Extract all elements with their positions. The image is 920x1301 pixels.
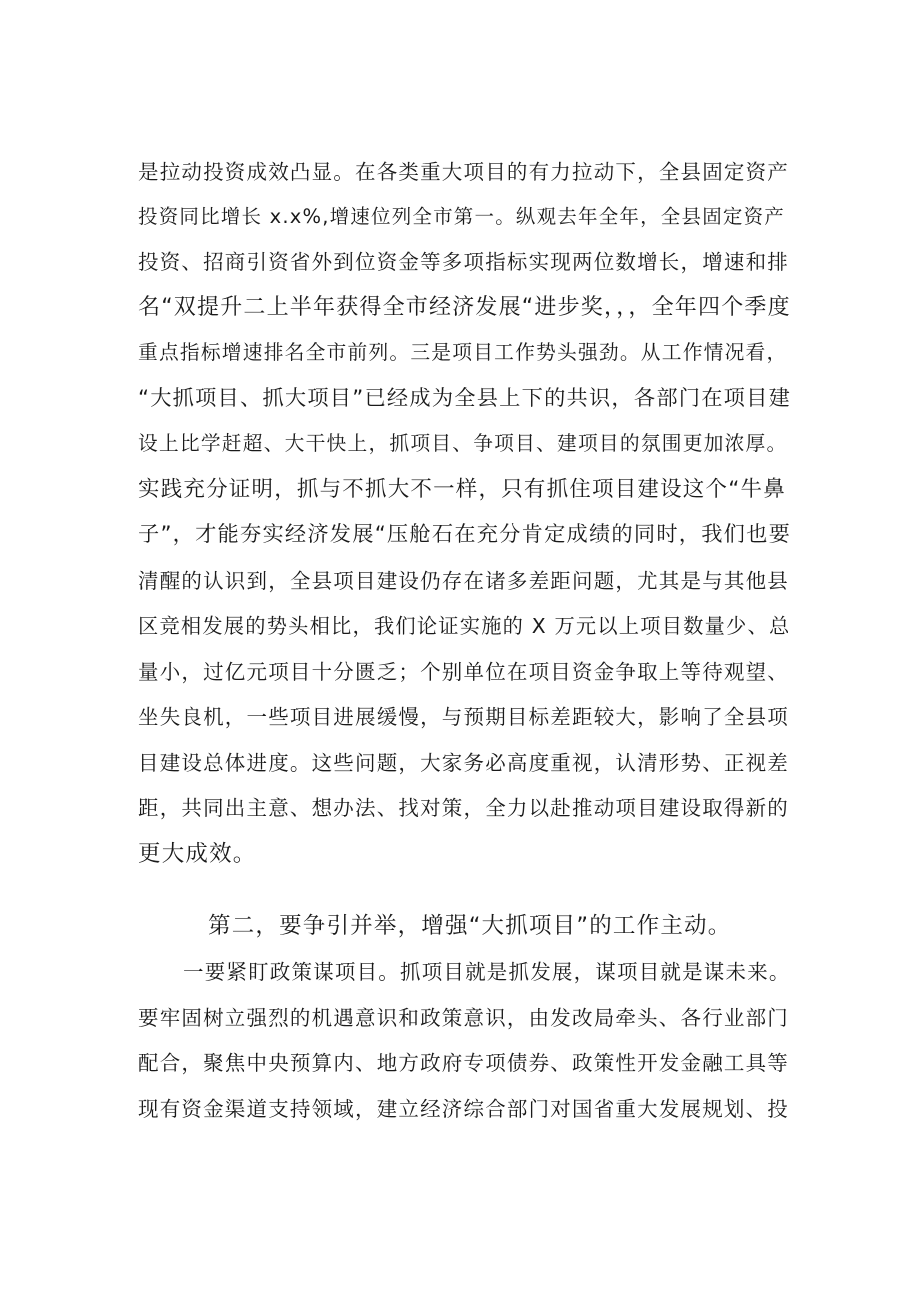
text-line: 一要紧盯政策谋项目。抓项目就是抓发展，谋项目就是谋未来。 — [183, 960, 791, 984]
text-line: 投资、招商引资省外到位资金等多项指标实现两位数增长，增速和排 — [138, 250, 789, 274]
text-line: 设上比学赶超、大干快上，抓项目、争项目、建项目的氛围更加浓厚。 — [138, 432, 788, 455]
text-line: 更大成效。 — [138, 841, 257, 867]
text-line: 实践充分证明，抓与不抓大不一样，只有抓住项目建设这个“牛鼻 — [138, 477, 786, 502]
text-line: 是拉动投资成效凸显。在各类重大项目的有力拉动下，全县固定资产 — [138, 160, 789, 184]
text-line: 坐失良机，一些项目进展缓慢，与预期目标差距较大，影响了全县项 — [138, 705, 789, 729]
text-line: 目建设总体进度。这些问题，大家务必高度重视，认清形势、正视差 — [138, 751, 789, 775]
text-line: “大抓项目、抓大项目”已经成为全县上下的共识，各部门在项目建 — [138, 386, 792, 411]
text-line: 重点指标增速排名全市前列。三是项目工作势头强劲。从工作情况看， — [138, 341, 788, 364]
text-line: 量小，过亿元项目十分匮乏；个别单位在项目资金争取上等待观望、 — [138, 660, 789, 684]
text-line: 距，共同出主意、想办法、找对策，全力以赴推动项目建设取得新的 — [138, 796, 789, 820]
text-line: 名“双提升二上半年获得全市经济发展“进步奖，，，全年四个季度 — [138, 295, 791, 320]
text-line: 清醒的认识到，全县项目建设仍存在诸多差距问题，尤其是与其他县 — [138, 569, 789, 593]
text-line: 要牢固树立强烈的机遇意识和政策意识，由发改局牵头、各行业部门 — [138, 1006, 789, 1030]
section-heading: 第二，要争引并举，增强“大抓项目”的工作主动。 — [208, 913, 732, 939]
text-line: 配合，聚焦中央预算内、地方政府专项债券、政策性开发金融工具等 — [138, 1051, 789, 1075]
text-line: 区竞相发展的势头相比，我们论证实施的 X 万元以上项目数量少、总 — [138, 614, 791, 638]
text-line: 投资同比增长 x.x%,增速位列全市第一。纵观去年全年，全县固定资产 — [138, 205, 786, 228]
text-line: 子”，才能夯实经济发展“压舱石在充分肯定成绩的同时，我们也要 — [138, 522, 792, 547]
text-line: 现有资金渠道支持领域，建立经济综合部门对国省重大发展规划、投 — [138, 1097, 789, 1121]
